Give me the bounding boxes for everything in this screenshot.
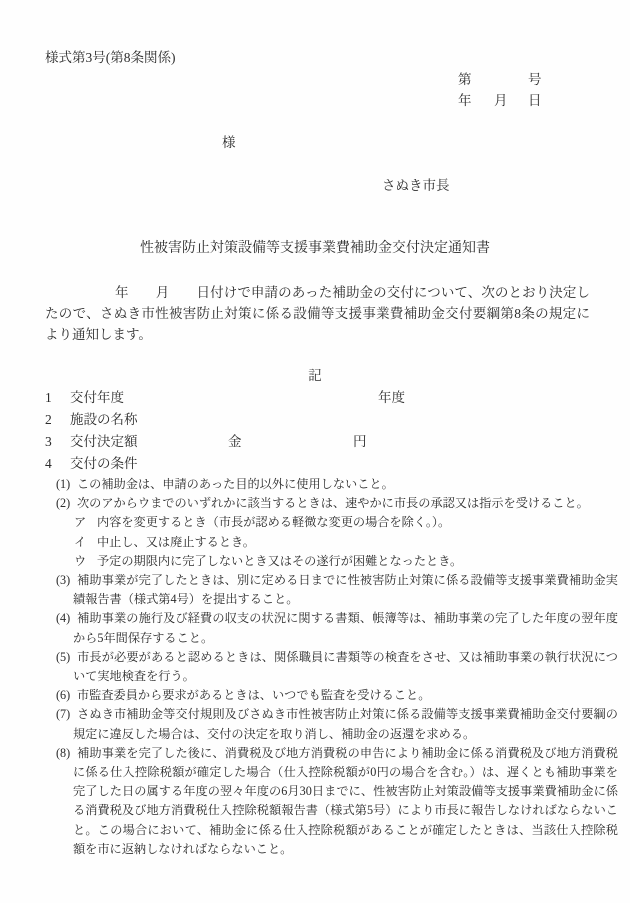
document-number-line (45, 72, 630, 88)
sub-condition-item-i (74, 533, 618, 552)
date-month-label: 月 (494, 93, 508, 108)
item-row-grant-amount (45, 431, 630, 453)
item-number: 4 (45, 456, 52, 471)
sub-condition-item-a (74, 513, 618, 532)
condition-marker: (1) (56, 477, 71, 491)
condition-marker: (4) (56, 611, 71, 626)
condition-marker: (3) (56, 573, 71, 588)
item-label: 交付の条件 (70, 456, 138, 471)
sender-name: さぬき市長 (382, 178, 450, 193)
condition-marker: (2) (56, 496, 71, 511)
item-list (45, 387, 630, 475)
condition-item-6 (56, 686, 618, 705)
item-number: 1 (45, 390, 52, 405)
item-number: 2 (45, 412, 52, 427)
item-value-suffix: 年度 (378, 390, 405, 405)
condition-item-3 (56, 571, 618, 609)
condition-list (56, 475, 618, 859)
date-year-label: 年 (458, 93, 472, 108)
item-label: 施設の名称 (70, 412, 138, 427)
form-label-text: 様式第3号(第8条関係) (45, 50, 176, 65)
item-row-grant-year (45, 387, 630, 409)
amount-prefix: 金 (228, 434, 242, 449)
condition-item-5 (56, 648, 618, 686)
item-label: 交付年度 (70, 390, 124, 405)
addressee-line (222, 135, 630, 151)
condition-text: 補助事業が完了したときは、別に定める日までに性被害防止対策に係る設備等支援事業費補助金実績報告書（様式第4号）を提出すること。 (73, 573, 618, 607)
doc-number-prefix: 第 (458, 72, 472, 87)
date-day-label: 日 (528, 93, 542, 108)
condition-item-7 (56, 705, 618, 743)
sub-condition-text: 中止し、又は廃止するとき。 (97, 534, 255, 549)
condition-item-8 (56, 744, 618, 859)
condition-text: この補助金は、申請のあった目的以外に使用しないこと。 (77, 477, 394, 491)
sub-condition-marker: イ (74, 534, 87, 549)
item-label: 交付決定額 (70, 434, 138, 449)
sender-line (382, 178, 630, 194)
condition-text: 次のアからウまでのいずれかに該当するときは、速やかに市長の承認又は指示を受けること。 (77, 496, 589, 511)
sub-condition-marker: ウ (74, 553, 87, 568)
condition-marker: (8) (56, 745, 71, 760)
item-row-facility-name (45, 409, 630, 431)
condition-text: さぬき市補助金等交付規則及びさぬき市性被害防止対策に係る設備等支援事業費補助金交付要綱の規定に違反した場合は、交付の決定を取り消し、補助金の返還を求める。 (73, 707, 618, 741)
condition-item-4 (56, 609, 618, 647)
sub-condition-item-u (74, 552, 618, 571)
condition-marker: (6) (56, 688, 71, 703)
amount-suffix: 円 (353, 434, 367, 449)
condition-marker: (7) (56, 707, 71, 722)
sub-condition-marker: ア (74, 515, 87, 530)
item-row-grant-conditions (45, 453, 630, 475)
condition-text: 補助事業を完了した後に、消費税及び地方消費税の申告により補助金に係る消費税及び地方消費税に係る仕入控除税額が確定した場合（仕入控除税額が0円の場合を含む。）は、遅くとも補助事業を完了した日の属する年度の翌々年度の6月30日までに、性被害防止対策設備等支援事業費補助金に係る消費税及び地方消費税仕入控除税額報告書（様式第5号）により市長に報告しなければならないこと。この場合において、補助金に係る仕入控除税額があることが確定したときは、当該仕入控除税額を市に返納しなければならないこと。 (73, 745, 618, 856)
document-title: 性被害防止対策設備等支援事業費補助金交付決定通知書 (140, 241, 490, 256)
item-number: 3 (45, 434, 52, 449)
condition-item-2 (56, 494, 618, 513)
date-line (45, 93, 630, 109)
condition-text: 市監査委員から要求があるときは、いつでも監査を受けること。 (77, 688, 431, 703)
form-label (45, 50, 590, 66)
condition-item-1 (56, 475, 618, 494)
addressee-suffix: 様 (222, 135, 236, 150)
condition-text: 市長が必要があると認めるときは、関係職員に書類等の検査をさせ、又は補助事業の執行状況について実地検査を行う。 (73, 649, 618, 684)
record-heading: 記 (308, 368, 322, 383)
sub-condition-text: 内容を変更するとき（市長が認める軽微な変更の場合を除く。）。 (97, 515, 451, 530)
sub-condition-text: 予定の期限内に完了しないとき又はその遂行が困難となったとき。 (97, 553, 463, 568)
doc-number-suffix: 号 (528, 72, 542, 87)
body-paragraph: 年 月 日付けで申請のあった補助金の交付について、次のとおり決定したので、さぬき市性被害防止対策に係る設備等支援事業費補助金交付要綱第8条の規定により通知します。 (45, 285, 590, 342)
condition-marker: (5) (56, 649, 71, 664)
condition-text: 補助事業の施行及び経費の収支の状況に関する書類、帳簿等は、補助事業の完了した年度の翌年度から5年間保存すること。 (73, 611, 618, 645)
